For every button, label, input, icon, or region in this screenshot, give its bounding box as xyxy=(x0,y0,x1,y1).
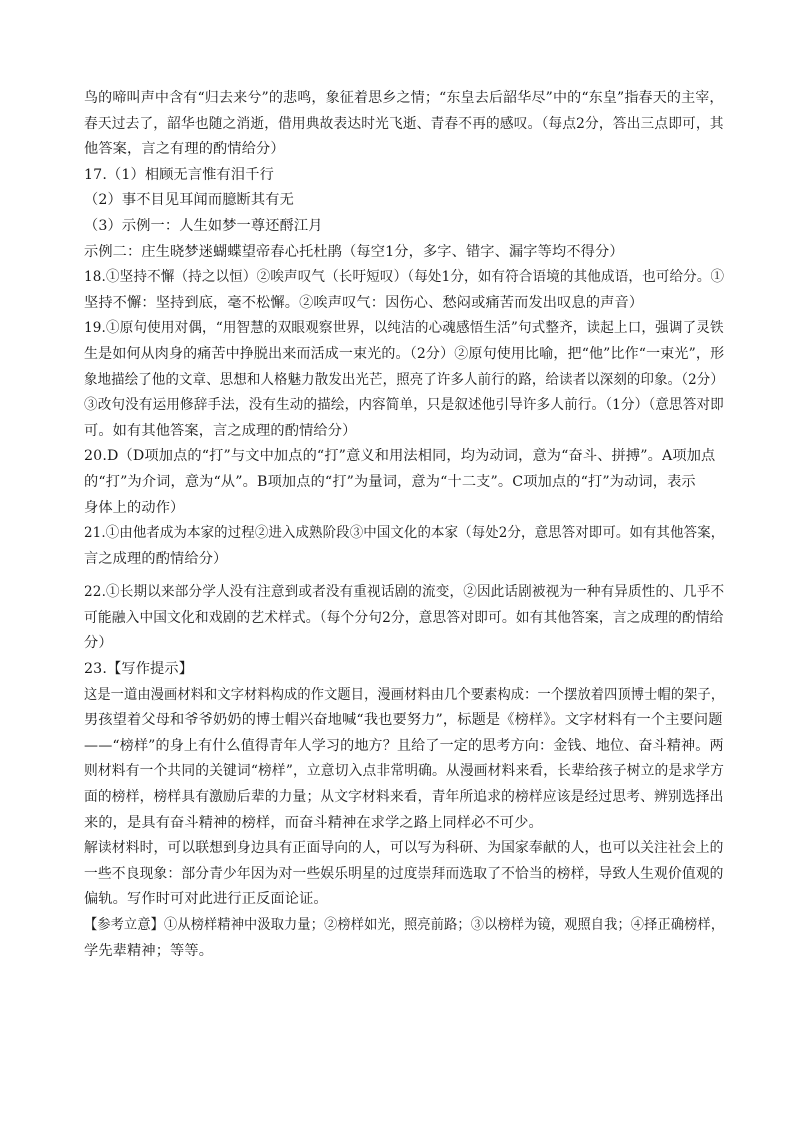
q18-answer xyxy=(84,265,724,316)
q17-answer xyxy=(84,163,724,265)
text-line: 来的，是具有奋斗精神的榜样，而奋斗精神在求学之路上同样必不可少。 xyxy=(84,814,543,831)
text-line: 示例二：庄生晓梦迷蝴蝶望帝春心托杜鹃（每空1分，多字、错字、漏字等均不得分） xyxy=(84,243,624,260)
text-line: 生是如何从肉身的痛苦中挣脱出来而活成一束光的。（2分）②原句使用比喻，把“他”比作“一束光”，形 xyxy=(84,345,725,362)
text-line: 分） xyxy=(84,635,113,652)
text-line: 22.①长期以来部分学人没有注意到或者没有重视话剧的流变，②因此话剧被视为一种有异质性的、几乎不 xyxy=(84,584,725,601)
text-line: 19.①原句使用对偶，“用智慧的双眼观察世界，以纯洁的心魂感悟生活”句式整齐，读起上口，强调了灵铁 xyxy=(84,320,724,337)
text-line: 男孩望着父母和爷爷奶奶的博士帽兴奋地喊“我也要努力”，标题是《榜样》。文字材料有一个主要问题 xyxy=(84,712,723,729)
text-line: 坚持不懈：坚持到底，毫不松懈。②唉声叹气：因伤心、愁闷或痛苦而发出叹息的声音） xyxy=(84,294,644,311)
text-line: 鸟的啼叫声中含有“归去来兮”的悲鸣，象征着思乡之情；“东皇去后韶华尽”中的“东皇”指春天的主宰， xyxy=(84,90,724,106)
section-heading: 23.【写作提示】 xyxy=(84,661,194,678)
q19-answer xyxy=(84,316,724,444)
q20-answer xyxy=(84,444,724,521)
text-line: 21.①由他者成为本家的过程②进入成熟阶段③中国文化的本家（每处2分，意思答对即可。如有其他答案， xyxy=(84,525,725,542)
text-line: 的“打”为介词，意为“从”。B项加点的“打”为量词，意为“十二支”。C项加点的“打”为动词，表示 xyxy=(84,473,696,490)
q21-answer xyxy=(84,521,724,572)
text-line: 17.（1）相顾无言惟有泪千行 xyxy=(84,166,274,183)
text-line: 可。如有其他答案，言之成理的酌情给分） xyxy=(84,422,357,439)
text-line: 学先辈精神；等等。 xyxy=(84,942,214,959)
text-line: 这是一道由漫画材料和文字材料构成的作文题目，漫画材料由几个要素构成：一个摆放着四顶博士帽的架子， xyxy=(84,686,725,703)
q16-answer-tail xyxy=(84,86,724,163)
text-line: 解读材料时，可以联想到身边具有正面导向的人，可以写为科研、为国家奉献的人，也可以关注社会上的 xyxy=(84,840,724,857)
text-line: 可能融入中国文化和戏剧的艺术样式。（每个分句2分，意思答对即可。如有其他答案，言之成理的酌情给 xyxy=(84,609,724,626)
reference-ideas: 【参考立意】①从榜样精神中汲取力量；②榜样如光，照亮前路；③以榜样为镜，观照自我；④择正确榜样， xyxy=(84,917,725,933)
text-line: 他答案，言之有理的酌情给分） xyxy=(84,141,285,158)
q23-writing-tips xyxy=(84,657,724,964)
text-line: 偏轨。写作时可对此进行正反面论证。 xyxy=(84,891,328,908)
spacer xyxy=(84,572,724,580)
text-line: （3）示例一：人生如梦一尊还酹江月 xyxy=(84,217,323,234)
text-line: 言之成理的酌情给分） xyxy=(84,550,228,567)
text-line: （2）事不目见耳闻而臆断其有无 xyxy=(84,192,294,209)
text-line: 一些不良现象：部分青少年因为对一些娱乐明星的过度崇拜而选取了不恰当的榜样，导致人生观价值观的 xyxy=(84,865,724,882)
text-line: 春天过去了，韶华也随之消逝，借用典故表达时光飞逝、青春不再的感叹。（每点2分，答出三点即可，其 xyxy=(84,115,724,132)
text-line: 面的榜样，榜样具有激励后辈的力量；从文字材料来看，青年所追求的榜样应该是经过思考、辨别选择出 xyxy=(84,789,724,806)
text-line: ③改句没有运用修辞手法，没有生动的描绘，内容简单，只是叙述他引导许多人前行。（1分）（意思答对即 xyxy=(84,397,724,414)
text-line: 象地描绘了他的文章、思想和人格魅力散发出光芒，照亮了许多人前行的路，给读者以深刻的印象。（2分） xyxy=(84,371,724,388)
answer-document xyxy=(84,86,724,964)
q22-answer xyxy=(84,580,724,657)
text-line: 18.①坚持不懈（持之以恒）②唉声叹气（长吁短叹）（每处1分，如有符合语境的其他成语，也可给分。① xyxy=(84,269,725,286)
text-line: 20.D（D项加点的“打”与文中加点的“打”意义和用法相同，均为动词，意为“奋斗、拼搏”。A项加点 xyxy=(84,448,716,465)
text-line: ——“榜样”的身上有什么值得青年人学习的地方？且给了一定的思考方向：金钱、地位、奋斗精神。两 xyxy=(84,737,724,754)
text-line: 身体上的动作） xyxy=(84,499,185,516)
text-line: 则材料有一个共同的关键词“榜样”，立意切入点非常明确。从漫画材料来看，长辈给孩子树立的是求学方 xyxy=(84,763,725,780)
